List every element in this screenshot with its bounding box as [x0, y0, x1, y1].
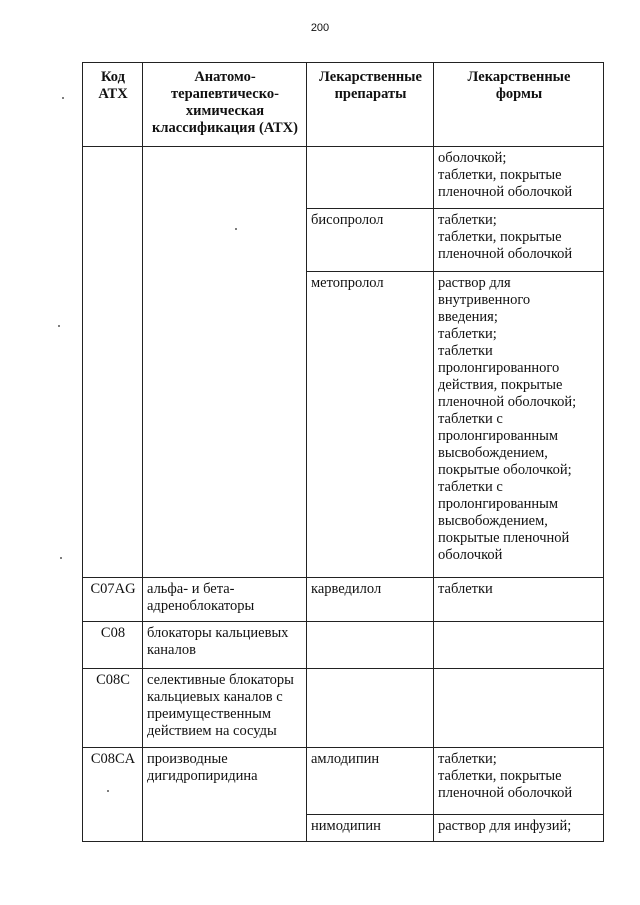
cell-line: каналов — [147, 642, 196, 658]
cell-line: Лекарственные — [319, 69, 422, 85]
cell-line: покрытые оболочкой; — [438, 462, 572, 478]
cell-line: карведилол — [311, 581, 382, 597]
table-row — [83, 578, 604, 622]
code-cell — [83, 622, 143, 669]
cell-line: производные — [147, 751, 228, 767]
classification-cell — [143, 669, 307, 748]
cell-line: C08CA — [90, 751, 136, 767]
drug-cell — [307, 209, 434, 272]
cell-line: метопролол — [311, 275, 384, 291]
cell-line: блокаторы кальциевых — [147, 625, 289, 641]
code-cell — [83, 748, 143, 842]
cell-line: таблетки — [438, 581, 493, 597]
table-row — [83, 669, 604, 748]
classification-cell — [143, 622, 307, 669]
cell-line: раствор для инфузий; — [438, 818, 572, 834]
cell-line: кальциевых каналов с — [147, 689, 283, 705]
page-number: 200 — [310, 22, 330, 34]
drug-cell — [307, 147, 434, 209]
cell-line: Лекарственные — [467, 69, 571, 85]
drug-cell — [307, 622, 434, 669]
cell-line: селективные блокаторы — [147, 672, 294, 688]
cell-line: таблетки с — [438, 411, 503, 427]
cell-line: внутривенного — [438, 292, 531, 308]
table-header-row — [83, 63, 604, 147]
classification-cell — [143, 147, 307, 578]
cell-line: высвобождением, — [438, 513, 548, 529]
atc-drug-table — [82, 62, 604, 842]
forms-cell — [434, 147, 604, 209]
cell-line: таблетки; — [438, 212, 497, 228]
table-row — [83, 147, 604, 209]
cell-line: пролонгированным — [438, 496, 559, 512]
cell-line: пленочной оболочкой — [438, 785, 573, 801]
cell-line: пленочной оболочкой — [438, 246, 573, 262]
cell-line: химическая — [185, 103, 265, 119]
cell-line: C08 — [100, 625, 126, 641]
cell-line: таблетки, покрытые — [438, 167, 562, 183]
cell-line: таблетки, покрытые — [438, 768, 562, 784]
cell-line: формы — [495, 86, 543, 102]
scan-speck — [58, 325, 60, 327]
cell-line: АТХ — [98, 86, 128, 102]
cell-line: оболочкой; — [438, 150, 507, 166]
drug-cell — [307, 578, 434, 622]
cell-line: пролонгированным — [438, 428, 559, 444]
header-dosage-forms — [434, 63, 604, 147]
scan-speck — [60, 557, 62, 559]
cell-line: C08C — [96, 672, 130, 688]
drug-cell — [307, 815, 434, 842]
cell-line: таблетки — [438, 343, 493, 359]
cell-line: бисопролол — [311, 212, 384, 228]
code-cell — [83, 578, 143, 622]
cell-line: таблетки с — [438, 479, 503, 495]
cell-line: преимущественным — [147, 706, 272, 722]
forms-cell — [434, 669, 604, 748]
code-cell — [83, 669, 143, 748]
code-cell — [83, 147, 143, 578]
drug-cell — [307, 748, 434, 815]
table-row — [83, 748, 604, 815]
cell-line: таблетки; — [438, 326, 497, 342]
cell-line: оболочкой — [438, 547, 503, 563]
cell-line: пленочной оболочкой — [438, 184, 573, 200]
forms-cell — [434, 815, 604, 842]
scan-speck — [235, 228, 237, 230]
cell-line: адреноблокаторы — [147, 598, 255, 614]
header-atc-code — [83, 63, 143, 147]
cell-line: Код — [101, 69, 125, 85]
cell-line: терапевтическо- — [171, 86, 279, 102]
drug-cell — [307, 272, 434, 578]
scan-speck — [107, 790, 109, 792]
classification-cell — [143, 748, 307, 842]
header-atc-classification — [143, 63, 307, 147]
cell-line: Анатомо- — [194, 69, 256, 85]
drug-cell — [307, 669, 434, 748]
cell-line: раствор для — [438, 275, 511, 291]
cell-line: таблетки, покрытые — [438, 229, 562, 245]
cell-line: C07AG — [90, 581, 136, 597]
cell-line: действием на сосуды — [147, 723, 277, 739]
forms-cell — [434, 578, 604, 622]
cell-line: пленочной оболочкой; — [438, 394, 577, 410]
forms-cell — [434, 209, 604, 272]
cell-line: препараты — [334, 86, 407, 102]
cell-line: покрытые пленочной — [438, 530, 570, 546]
scan-speck — [62, 97, 64, 99]
cell-line: пролонгированного — [438, 360, 560, 376]
classification-cell — [143, 578, 307, 622]
cell-line: классификация (АТХ) — [152, 120, 298, 136]
cell-line: высвобождением, — [438, 445, 548, 461]
cell-line: действия, покрытые — [438, 377, 563, 393]
forms-cell — [434, 748, 604, 815]
header-drugs — [307, 63, 434, 147]
cell-line: амлодипин — [311, 751, 380, 767]
cell-line: нимодипин — [311, 818, 381, 834]
forms-cell — [434, 272, 604, 578]
forms-cell — [434, 622, 604, 669]
cell-line: таблетки; — [438, 751, 497, 767]
table-row — [83, 622, 604, 669]
cell-line: дигидропиридина — [147, 768, 258, 784]
cell-line: альфа- и бета- — [147, 581, 235, 597]
cell-line: введения; — [438, 309, 498, 325]
